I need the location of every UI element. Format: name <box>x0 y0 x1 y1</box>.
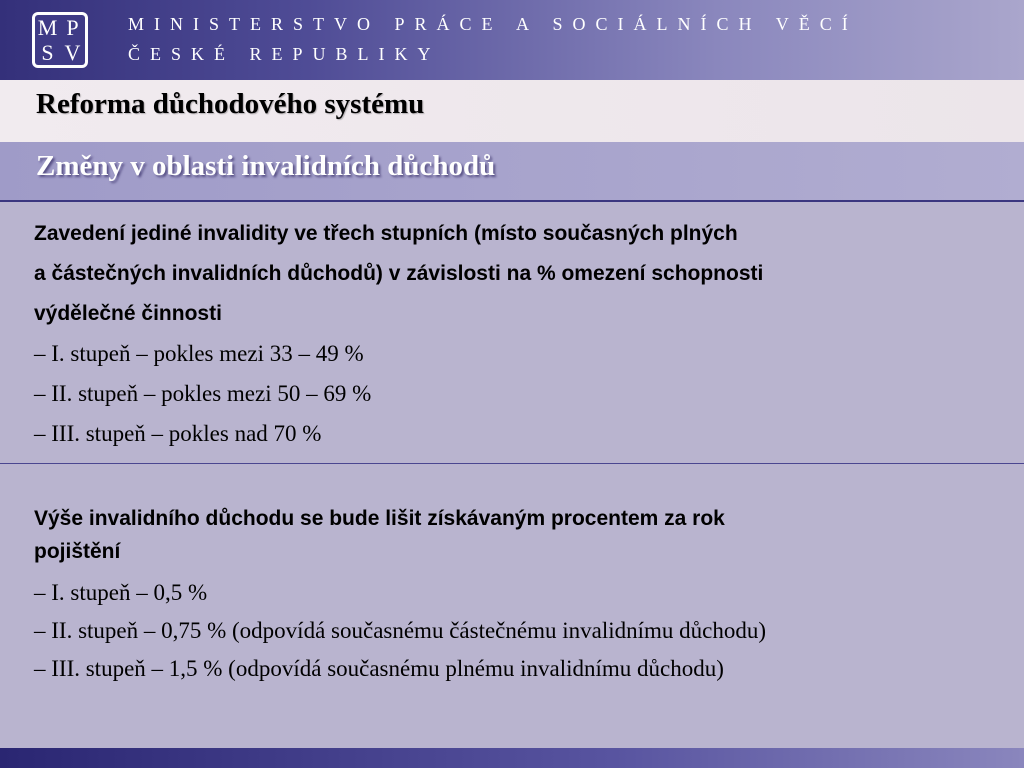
mpsv-logo <box>32 12 88 68</box>
list-item: – I. stupeň – 0,5 % <box>34 580 208 605</box>
logo-letter: P <box>66 14 79 40</box>
section-heading-line: Výše invalidního důchodu se bude lišit získávaným procentem za rok <box>34 507 725 530</box>
section-pension-amount <box>34 500 994 688</box>
section-invalidity-degrees <box>34 214 994 454</box>
ministry-name-line2: ČESKÉ REPUBLIKY <box>128 44 441 64</box>
logo-letter: M <box>37 14 58 40</box>
logo-letters <box>35 15 85 65</box>
logo-letter: S <box>41 39 54 65</box>
footer-bar <box>0 748 1024 768</box>
ministry-name-line1: MINISTERSTVO PRÁCE A SOCIÁLNÍCH VĚCÍ <box>128 14 858 34</box>
page-title: Reforma důchodového systému <box>36 88 425 120</box>
slide-subtitle: Změny v oblasti invalidních důchodů <box>36 150 496 182</box>
list-item: – II. stupeň – 0,75 % (odpovídá současnému částečnému invalidnímu důchodu) <box>34 618 767 643</box>
section-divider <box>0 463 1024 464</box>
section-heading-line: Zavedení jediné invalidity ve třech stupních (místo současných plných <box>34 222 738 245</box>
section-heading-line: výdělečné činnosti <box>34 302 222 325</box>
list-item: – III. stupeň – 1,5 % (odpovídá současnému plnému invalidnímu důchodu) <box>34 656 724 681</box>
logo-letter: V <box>64 39 81 65</box>
section-heading-line: a částečných invalidních důchodů) v závislosti na % omezení schopnosti <box>34 262 764 285</box>
list-item: – III. stupeň – pokles nad 70 % <box>34 421 322 446</box>
header-banner <box>0 0 1024 80</box>
section-heading-line: pojištění <box>34 540 121 563</box>
list-item: – I. stupeň – pokles mezi 33 – 49 % <box>34 341 364 366</box>
list-item: – II. stupeň – pokles mezi 50 – 69 % <box>34 381 372 406</box>
